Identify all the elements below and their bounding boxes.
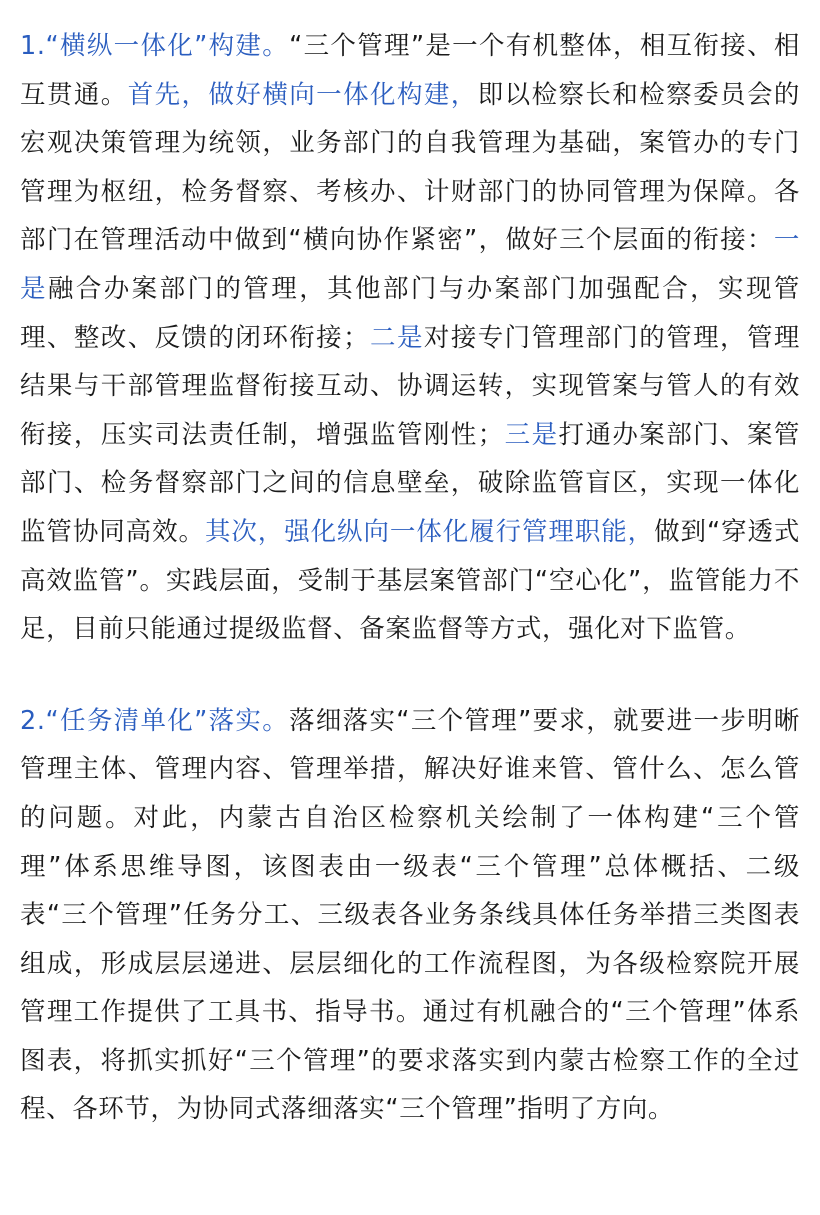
highlight-first-horizontal: 首先，做好横向一体化构建， [127, 79, 478, 110]
paragraph-text: “三个管理”是一个有机整体，相互衔接、相互贯通。 [20, 31, 800, 110]
section-heading-2: 2.“任务清单化”落实。 [20, 705, 290, 736]
highlight-second-vertical: 其次，强化纵向一体化履行管理职能， [204, 516, 655, 547]
section-heading-1: 1.“横纵一体化”构建。 [20, 31, 290, 61]
paragraph-horizontal-vertical-integration [20, 22, 800, 654]
paragraph-text: 落细落实“三个管理”要求，就要进一步明晰管理主体、管理内容、管理举措，解决好谁来管、管什么、怎么管的问题。对此，内蒙古自治区检察机关绘制了一体构建“三个管理”体系思维导图，该图表由一级表“三个管理”总体概括、二级表“三个管理”任务分工、三级表各业务条线具体任务举措三类图表组成，形成层层递进、层层细化的工作流程图，为各级检察院开展管理工作提供了工具书、指导书。通过有机融合的“三个管理”体系图表，将抓实抓好“三个管理”的要求落实到内蒙古检察工作的全过程、各环节，为协同式落细落实“三个管理”指明了方向。 [20, 705, 800, 1125]
paragraph-task-list-implementation [20, 697, 800, 1134]
paragraph-text: 打通办案部门、案管部门、检务督察部门之间的信息壁垒，破除监管盲区，实现一体化监管协同高效。 [20, 419, 801, 547]
paragraph-text: 对接专门管理部门的管理，管理结果与干部管理监督衔接互动、协调运转，实现管案与管人的有效衔接，压实司法责任制，增强监管刚性； [20, 322, 801, 450]
highlight-item-one: 一是 [20, 225, 800, 304]
paragraph-text: 做到“穿透式高效监管”。实践层面，受制于基层案管部门“空心化”，监管能力不足，目前只能通过提级监督、备案监督等方式，强化对下监管。 [20, 516, 801, 645]
highlight-item-three: 三是 [503, 419, 559, 450]
highlight-item-two: 二是 [369, 322, 424, 353]
paragraph-text: 融合办案部门的管理，其他部门与办案部门加强配合，实现管理、整改、反馈的闭环衔接； [20, 273, 800, 353]
paragraph-text: 即以检察长和检察委员会的宏观决策管理为统领，业务部门的自我管理为基础，案管办的专门管理为枢纽，检务督察、考核办、计财部门的协同管理为保障。各部门在管理活动中做到“横向协作紧密”，做好三个层面的衔接： [20, 79, 800, 256]
